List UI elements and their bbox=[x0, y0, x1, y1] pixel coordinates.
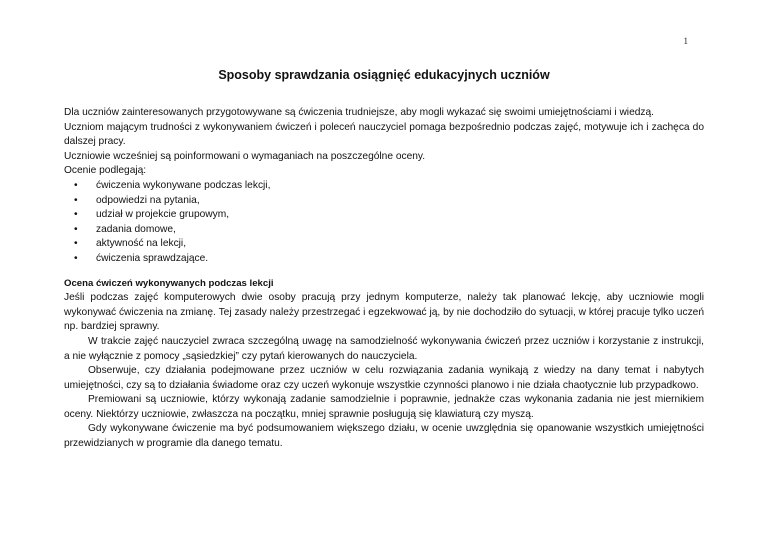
assessment-list bbox=[64, 179, 704, 267]
page-number: 1 bbox=[683, 36, 688, 46]
intro-paragraph: Ocenie podlegają: bbox=[64, 165, 147, 177]
list-item: • odpowiedzi na pytania, bbox=[74, 194, 704, 209]
list-item: • zadania domowe, bbox=[74, 223, 704, 238]
section-paragraph: W trakcie zajęć nauczyciel zwraca szczególną uwagę na samodzielność wykonywania ćwiczeń przez uczniów i korzystanie z instrukcji, a nie wyłącznie z pomocy „sąsiedzkiej” czy pytań kierowanych do nauczyciela. bbox=[64, 335, 704, 362]
list-item: • ćwiczenia wykonywane podczas lekcji, bbox=[74, 179, 704, 194]
intro-paragraph: Uczniom mającym trudności z wykonywaniem ćwiczeń i poleceń nauczyciel pomaga bezpośrednio podczas zajęć, motywuje ich i zachęca do dalszej pracy. bbox=[64, 121, 704, 148]
section-paragraph: Premiowani są uczniowie, którzy wykonają zadanie samodzielnie i poprawnie, jednakże czas wykonania zadania nie jest miernikiem oceny. Niektórzy uczniowie, zwłaszcza na początku, mniej sprawnie posługują się klawiaturą czy myszą. bbox=[64, 394, 704, 420]
section-paragraph: Gdy wykonywane ćwiczenie ma być podsumowaniem większego działu, w ocenie uwzględnia się opanowanie wszystkich umiejętności przewidzianych w programie dla danego tematu. bbox=[64, 423, 704, 450]
document-title: Sposoby sprawdzania osiągnięć edukacyjnych uczniów bbox=[218, 68, 550, 82]
intro-paragraph: Uczniowie wcześniej są poinformowani o wymaganiach na poszczególne oceny. bbox=[64, 150, 426, 162]
document-body bbox=[64, 106, 704, 452]
section-heading: Ocena ćwiczeń wykonywanych podczas lekcji bbox=[64, 277, 274, 289]
list-item: • udział w projekcie grupowym, bbox=[74, 208, 704, 223]
section-paragraph: Obserwuje, czy działania podejmowane przez uczniów w celu rozwiązania zadania wynikają z wiedzy na dany temat i nabytych umiejętności, czy są to działania świadome oraz czy uczeń wykonuje wszystkie czynności planowo i nie działa chaotycznie lub przypadkowo. bbox=[64, 365, 704, 391]
section-paragraph: Jeśli podczas zajęć komputerowych dwie osoby pracują przy jednym komputerze, należy tak planować lekcję, aby uczniowie mogli wykonywać ćwiczenia na zmianę. Tej zasady należy przestrzegać i egzekwować ją, by nie dochodziło do sytuacji, w której pracuje tylko uczeń np. bardziej sprawny. bbox=[64, 292, 704, 333]
list-item: • aktywność na lekcji, bbox=[74, 237, 704, 252]
list-item: • ćwiczenia sprawdzające. bbox=[74, 252, 704, 267]
intro-paragraph: Dla uczniów zainteresowanych przygotowywane są ćwiczenia trudniejsze, aby mogli wykazać się swoimi umiejętnościami i wiedzą. bbox=[64, 107, 654, 118]
